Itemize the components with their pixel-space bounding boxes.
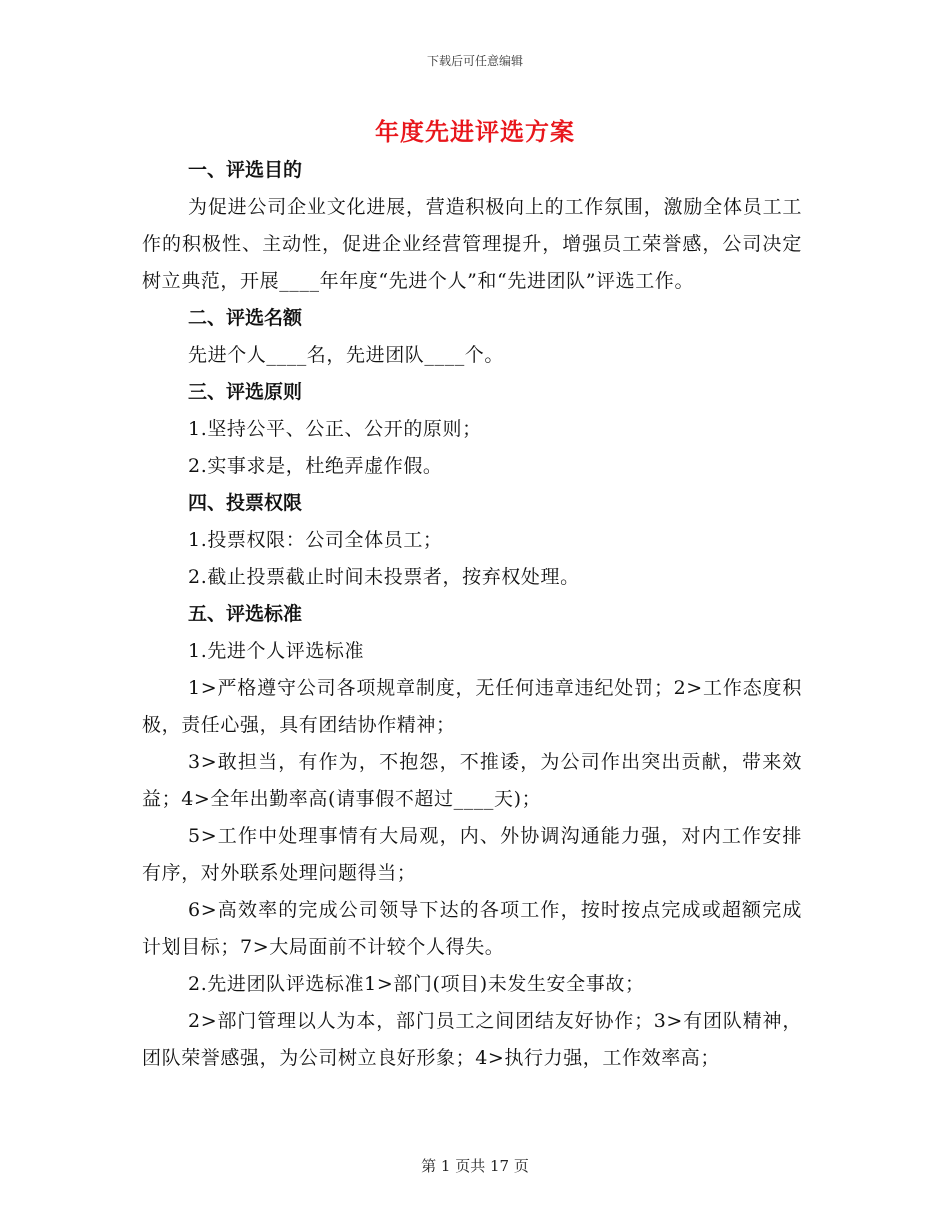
document-title: 年度先进评选方案	[375, 117, 575, 146]
header-note: 下载后可任意编辑	[426, 54, 523, 68]
criteria-paragraph-1: 1>严格遵守公司各项规章制度，无任何违章违纪处罚；2>工作态度积极，责任心强，具有团结协作精神；	[142, 677, 802, 736]
voting-item-2: 2.截止投票截止时间未投票者，按弃权处理。	[188, 566, 580, 588]
criteria-subheading-team: 2.先进团队评选标准1>部门(项目)未发生安全事故；	[188, 973, 645, 995]
criteria-paragraph-5: 2>部门管理以人为本，部门员工之间团结友好协作；3>有团队精神，团队荣誉感强，为公司树立良好形象；4>执行力强，工作效率高；	[142, 1010, 802, 1069]
paragraph-quota: 先进个人____名，先进团队____个。	[188, 344, 505, 366]
criteria-subheading-individual: 1.先进个人评选标准	[188, 640, 365, 662]
criteria-paragraph-3: 5>工作中处理事情有大局观，内、外协调沟通能力强，对内工作安排有序，对外联系处理问题得当；	[142, 825, 802, 884]
section-heading-quota: 二、评选名额	[188, 307, 303, 329]
principle-item-2: 2.实事求是，杜绝弄虚作假。	[188, 455, 443, 477]
page-footer: 第 1 页共 17 页	[421, 1157, 529, 1175]
principle-item-1: 1.坚持公平、公正、公开的原则；	[188, 418, 482, 440]
section-heading-purpose: 一、评选目的	[188, 159, 303, 181]
section-heading-criteria: 五、评选标准	[188, 603, 303, 625]
section-heading-principles: 三、评选原则	[188, 381, 303, 403]
section-heading-voting: 四、投票权限	[188, 492, 303, 514]
document-body	[142, 152, 802, 1077]
criteria-paragraph-4: 6>高效率的完成公司领导下达的各项工作，按时按点完成或超额完成计划目标；7>大局面前不计较个人得失。	[142, 899, 802, 958]
paragraph-purpose: 为促进公司企业文化进展，营造积极向上的工作氛围，激励全体员工工作的积极性、主动性，促进企业经营管理提升，增强员工荣誉感，公司决定树立典范，开展____年年度“先进个人”和“先进团队”评选工作。	[142, 196, 802, 292]
voting-item-1: 1.投票权限：公司全体员工；	[188, 529, 443, 551]
criteria-paragraph-2: 3>敢担当，有作为，不抱怨，不推诿，为公司作出突出贡献，带来效益；4>全年出勤率高(请事假不超过____天)；	[142, 751, 802, 810]
